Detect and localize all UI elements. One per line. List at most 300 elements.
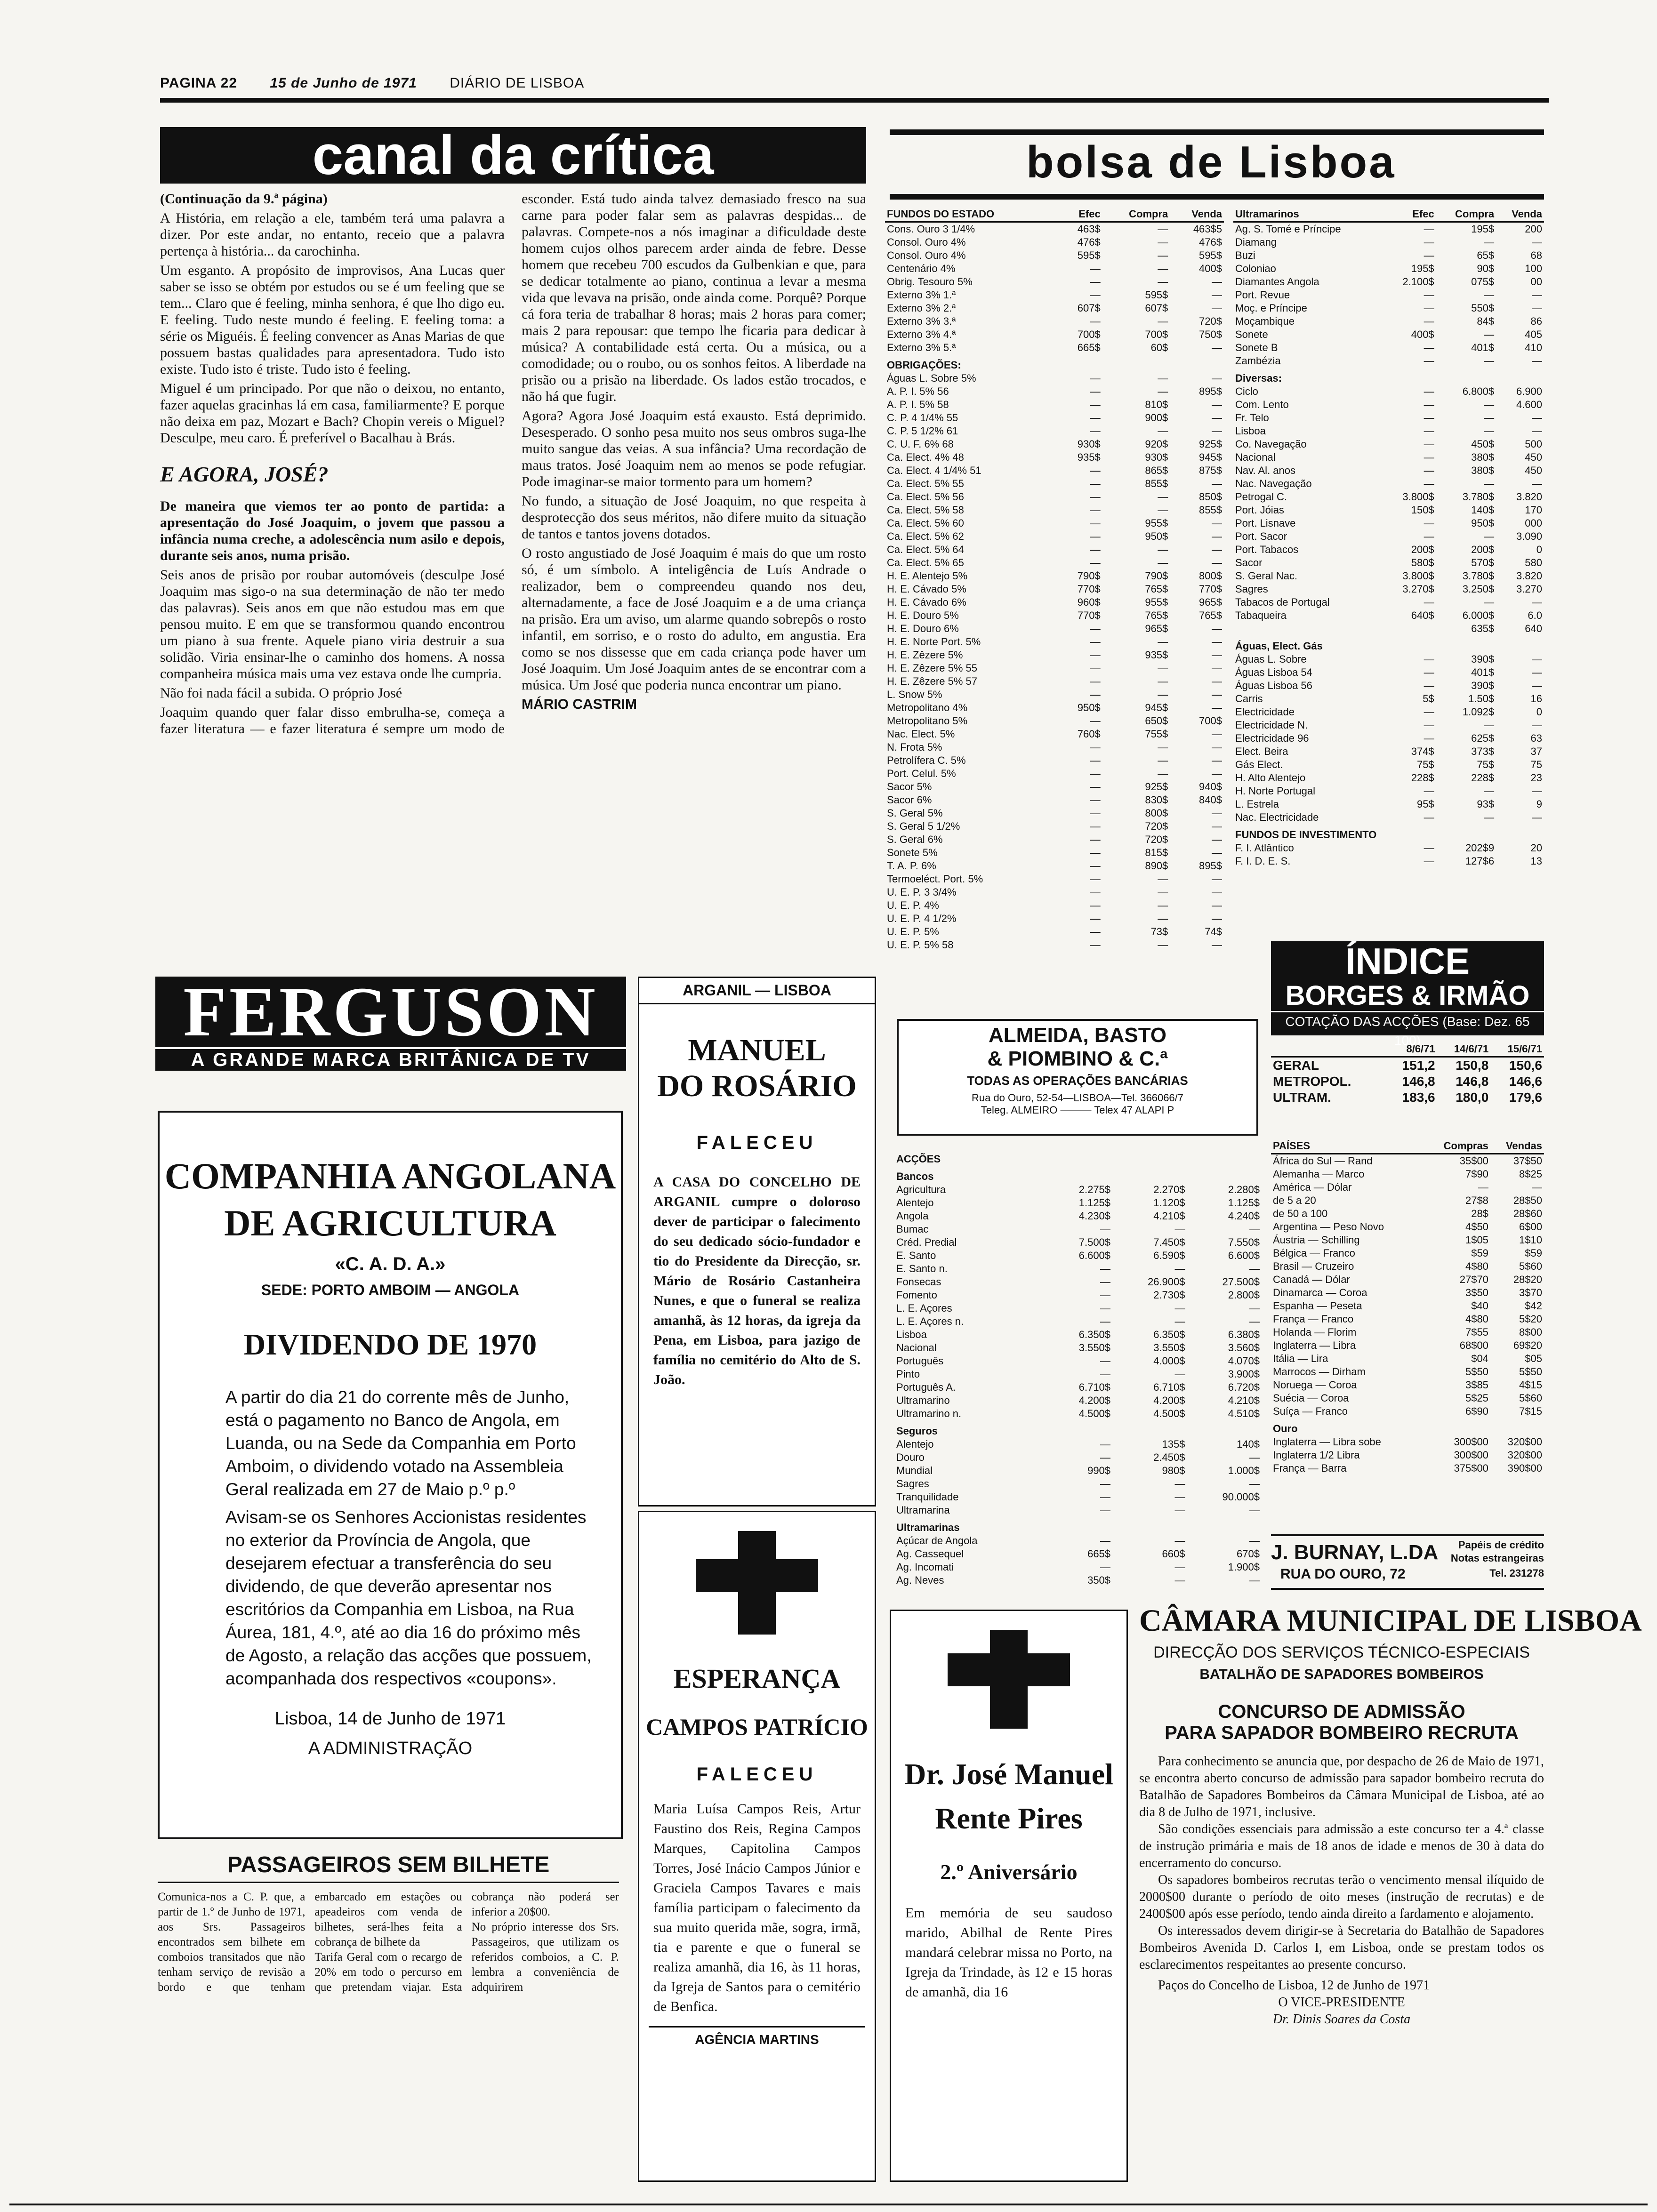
table-cell-value: 5$60 (1519, 1392, 1542, 1404)
table-cell-value: — (1100, 1355, 1111, 1367)
table-cell-value: — (1174, 1302, 1185, 1314)
table-cell-value: — (1090, 491, 1101, 503)
table-cell-label: H. E. Zêzere 5% (887, 649, 963, 661)
table-cell-value: — (1158, 636, 1168, 648)
table-cell-value: 700$ (1145, 329, 1168, 340)
table-row (885, 236, 1224, 249)
table-row (1233, 679, 1544, 692)
table-cell-value: — (1090, 315, 1101, 327)
table-row (885, 569, 1224, 583)
table-cell-value: $59 (1525, 1247, 1542, 1259)
table-row (885, 464, 1224, 477)
table-cell-value: — (1532, 666, 1542, 678)
table-row (885, 517, 1224, 530)
table-cell-value: 0 (1536, 706, 1542, 718)
table-cell-value: 765$ (1145, 583, 1168, 595)
rente-anniv: 2.º Aniversário (940, 1860, 1078, 1884)
table-cell-value: — (1158, 913, 1168, 924)
table-cell-value: — (1158, 276, 1168, 288)
table-row (1233, 842, 1544, 855)
table-cell-value: — (1532, 355, 1542, 367)
table-cell-value: — (1424, 451, 1434, 463)
table-cell-value: 373$ (1471, 745, 1495, 757)
table-cell-value: — (1174, 1223, 1185, 1235)
table-cell-label: Créd. Predial (896, 1236, 957, 1248)
table-cell-label: Moç. e Príncipe (1235, 302, 1307, 314)
table-cell-value: 476$ (1077, 236, 1101, 248)
table-row (885, 341, 1224, 354)
angolana-dividend: DIVIDENDO DE 1970 (243, 1328, 537, 1361)
table-cell-value: 720$ (1145, 820, 1168, 832)
critica-banner (160, 124, 866, 186)
table-cell-label: C. U. F. 6% 68 (887, 438, 954, 450)
table-cell-label: Fr. Telo (1235, 412, 1269, 424)
passageiros-paragraph: Tarifa Geral com o recargo de 20% em todo o percurso em que pretendam viajar. Esta cobrança não poderá ser inferior a 20$00. (314, 1891, 619, 1994)
table-cell-label: Electricidade 96 (1235, 732, 1309, 744)
table-cell-value: 2.280$ (1228, 1184, 1260, 1195)
table-cell-label: França — Franco (1273, 1313, 1354, 1325)
column-header: Venda (1170, 207, 1224, 222)
table-cell-value: 595$ (1077, 249, 1101, 261)
table-cell-label: Externo 3% 4.ª (887, 329, 956, 340)
table-cell-label: Obrig. Tesouro 5% (887, 276, 973, 288)
table-cell-value: 950$ (1077, 702, 1101, 713)
table-row (894, 1196, 1262, 1210)
table-cell-value: 4.200$ (1153, 1395, 1185, 1406)
table-cell-value: 68$00 (1459, 1339, 1488, 1351)
table-cell-value: — (1090, 412, 1101, 424)
table-cell-label: Moçambique (1235, 315, 1295, 327)
section-row (1233, 824, 1544, 842)
table-cell-value: 5$50 (1519, 1366, 1542, 1378)
table-row (1233, 556, 1544, 569)
table-cell-label: H. E. Zêzere 5% 57 (887, 675, 977, 687)
table-row (1271, 1378, 1544, 1392)
table-row (885, 873, 1224, 886)
almeida-teleg: Teleg. ALMEIRO ——— Telex 47 ALAPI P (981, 1104, 1174, 1116)
table-cell-value: — (1424, 855, 1434, 867)
table-row (1271, 1074, 1544, 1090)
table-cell-value: — (1424, 342, 1434, 353)
table-row (1233, 705, 1544, 719)
table-cell-value: — (1424, 517, 1434, 529)
table-cell-value: 4.210$ (1228, 1395, 1260, 1406)
table-cell-label: Sagres (896, 1478, 929, 1490)
table-cell-label: Elect. Beira (1235, 745, 1288, 757)
table-cell-value: — (1090, 649, 1101, 661)
table-cell-label: L. Snow 5% (887, 689, 942, 700)
table-cell-value: — (1424, 530, 1434, 542)
table-cell-label: Inglaterra — Libra sobe (1273, 1436, 1381, 1448)
table-row (894, 1328, 1262, 1341)
table-cell-value: 16 (1530, 693, 1542, 705)
table-cell-value: 000 (1525, 517, 1542, 529)
esperanca-agency: AGÊNCIA MARTINS (649, 2026, 865, 2047)
table-cell-label: Português A. (896, 1381, 956, 1393)
table-cell-value: 3.900$ (1228, 1368, 1260, 1380)
table-cell-value: 93$ (1477, 798, 1495, 810)
section-label: Seguros (896, 1425, 938, 1437)
table-cell-value: $04 (1471, 1353, 1488, 1364)
table-row (885, 385, 1224, 398)
table-cell-value: — (1532, 653, 1542, 665)
table-cell-value: 6.350$ (1078, 1329, 1111, 1340)
table-cell-value: 760$ (1077, 728, 1101, 740)
table-header-row (1271, 1139, 1544, 1154)
table-cell-value: 300$00 (1454, 1449, 1488, 1461)
table-row (894, 1341, 1262, 1354)
table-cell-value: 770$ (1077, 583, 1101, 595)
table-row (885, 289, 1224, 302)
column-header (1271, 1042, 1386, 1057)
table-cell-value: — (1424, 412, 1434, 424)
table-cell-label: Suécia — Coroa (1273, 1392, 1349, 1404)
table-cell-value: — (1484, 289, 1495, 301)
table-cell-label: H. Alto Alentejo (1235, 772, 1306, 784)
table-cell-value: 965$ (1199, 596, 1222, 608)
table-cell-value: — (1212, 899, 1222, 911)
table-cell-label: Ca. Elect. 5% 55 (887, 478, 964, 489)
table-cell-value: — (1532, 719, 1542, 731)
table-cell-value: — (1090, 465, 1101, 476)
table-cell-value: 401$ (1471, 666, 1495, 678)
table-cell-label: GERAL (1273, 1058, 1319, 1073)
table-cell-value: — (1484, 530, 1495, 542)
table-cell-label: Gás Elect. (1235, 759, 1283, 770)
table-cell-value: — (1158, 315, 1168, 327)
table-cell-value: 607$ (1145, 302, 1168, 314)
table-row (885, 596, 1224, 609)
table-cell-label: A. P. I. 5% 56 (887, 385, 949, 397)
table-cell-label: Electricidade N. (1235, 719, 1308, 731)
table-cell-value: 202$9 (1465, 842, 1495, 854)
table-cell-value: — (1212, 847, 1222, 858)
table-cell-value: — (1090, 899, 1101, 911)
table-cell-label: U. E. P. 5% 58 (887, 939, 954, 951)
table-cell-value: — (1532, 302, 1542, 314)
table-cell-label: Zambézia (1235, 355, 1281, 367)
section-label: ACÇÕES (896, 1153, 941, 1165)
table-cell-value: — (1090, 689, 1101, 700)
table-row (885, 315, 1224, 328)
table-cell-value: 73$ (1150, 926, 1168, 938)
table-cell-label: U. E. P. 4 1/2% (887, 913, 957, 924)
table-row (885, 741, 1224, 754)
table-cell-value: — (1532, 680, 1542, 691)
table-cell-value: 26.900$ (1147, 1276, 1185, 1288)
table-cell-value: 63 (1530, 732, 1542, 744)
table-row (1233, 609, 1544, 622)
table-row (885, 490, 1224, 504)
table-cell-value: — (1158, 768, 1168, 779)
table-row (885, 302, 1224, 315)
table-cell-value: 960$ (1077, 596, 1101, 608)
table-cell-value: 450 (1525, 451, 1542, 463)
table-cell-value: 1.125$ (1228, 1197, 1260, 1209)
bolsa-top-rule (890, 129, 1544, 135)
table-cell-label: Ca. Elect. 5% 64 (887, 544, 964, 555)
table-cell-value: — (1090, 926, 1101, 938)
table-cell-value: 3.780$ (1462, 491, 1495, 503)
arganil-name1: MANUEL (688, 1033, 826, 1067)
section-row (1233, 635, 1544, 653)
table-cell-value: — (1100, 1504, 1111, 1516)
table-row (885, 701, 1224, 714)
table-row (1233, 569, 1544, 583)
column-header: Efec (1386, 207, 1436, 222)
table-cell-value: — (1484, 236, 1495, 248)
camara-concurso: CONCURSO DE ADMISSÃO (1218, 1701, 1465, 1722)
table-cell-value: — (1249, 1504, 1260, 1516)
table-cell-value: 640 (1525, 623, 1542, 634)
table-header-row (1271, 1042, 1544, 1057)
table-cell-label: Port. Jóias (1235, 504, 1284, 516)
table-cell-value: 7.450$ (1153, 1236, 1185, 1248)
table-cell-value: — (1212, 425, 1222, 437)
page-number: PAGINA 22 (160, 75, 238, 91)
arganil-body: A CASA DO CONCELHO DE ARGANIL cumpre o doloroso dever de participar o falecimento do seu dedicado sócio-fundador e tio do Presidente da Direcção, sr. Mário de Rosário Castanheira Nunes, e que o funeral se realiza amanhã, às 12 horas, da igreja da Pena, em Lisboa, para jazigo de família no cemitério do Alto de S. João. (653, 1174, 861, 1387)
table-cell-value: 7$55 (1465, 1326, 1488, 1338)
table-cell-label (1233, 622, 1386, 635)
table-cell-value: 6.720$ (1228, 1381, 1260, 1393)
table-cell-label: Port. Revue (1235, 289, 1290, 301)
table-header-row (1233, 207, 1544, 222)
table-cell-label: Nacional (1235, 451, 1276, 463)
table-cell-value: 27$70 (1459, 1274, 1488, 1285)
table-cell-value: — (1424, 223, 1434, 235)
table-cell-value: 3$70 (1519, 1287, 1542, 1298)
table-cell-value: 179,6 (1509, 1090, 1542, 1105)
table-row (1233, 302, 1544, 315)
column-header: Efec (1060, 207, 1102, 222)
table-cell-label: H. E. Cávado 6% (887, 596, 966, 608)
table-cell-value: — (1478, 1181, 1488, 1193)
table-cell-value: 6.380$ (1228, 1329, 1260, 1340)
table-cell-label: T. A. P. 6% (887, 860, 936, 872)
table-cell-value: 200$ (1471, 544, 1495, 555)
table-cell-value: 1.092$ (1462, 706, 1495, 718)
burnay-name: J. BURNAY, L.DA (1271, 1541, 1439, 1564)
table-cell-label: Nac. Electricidade (1235, 811, 1319, 823)
camara-sign2: Dr. Dinis Soares da Costa (1272, 2012, 1411, 2027)
table-cell-value: — (1158, 873, 1168, 885)
table-row (885, 622, 1224, 635)
table-row (894, 1275, 1262, 1289)
table-cell-value: 800$ (1145, 807, 1168, 819)
table-cell-value: — (1249, 1478, 1260, 1490)
table-row (1271, 1313, 1544, 1326)
table-cell-value: — (1424, 355, 1434, 367)
table-cell-label: Alentejo (896, 1197, 934, 1209)
table-cell-value: 640$ (1411, 609, 1434, 621)
table-cell-value: — (1090, 794, 1101, 806)
table-cell-value: 400$ (1199, 263, 1222, 274)
table-cell-value: 27$8 (1465, 1194, 1488, 1206)
burnay-papeis: Papéis de crédito (1458, 1539, 1544, 1551)
table-cell-value: 955$ (1145, 596, 1168, 608)
table-cell-label: Douro (896, 1451, 925, 1463)
table-cell-value: 200$ (1411, 544, 1434, 555)
table-cell-value: 665$ (1087, 1548, 1111, 1560)
table-cell-value: — (1484, 355, 1495, 367)
table-cell-value: — (1212, 741, 1222, 753)
table-row (1271, 1234, 1544, 1247)
table-cell-value: 3.250$ (1462, 583, 1495, 595)
table-row (885, 899, 1224, 912)
table-row (1233, 811, 1544, 824)
table-cell-label: Tranquilidade (896, 1491, 959, 1503)
table-cell-value: 580 (1525, 557, 1542, 569)
table-cell-value: — (1158, 236, 1168, 248)
table-cell-label: Diamang (1235, 236, 1277, 248)
table-cell-label: Águas Lisboa 56 (1235, 680, 1312, 691)
section-label: OBRIGAÇÕES: (887, 359, 961, 371)
table-cell-value: — (1158, 939, 1168, 951)
critica-paragraph: No fundo, a situação de José Joaquim, no que respeita à desprotecção dos seus méritos, não difere muito da situação de tantos e tantos jovens dotados. (522, 493, 866, 542)
table-cell-value: 1$10 (1519, 1234, 1542, 1246)
column-header: 14/6/71 (1437, 1042, 1491, 1057)
table-cell-label: Sonete (1235, 329, 1268, 340)
esperanca-notice (638, 1511, 876, 2182)
table-cell-value: — (1174, 1315, 1185, 1327)
table-cell-value: 463$ (1077, 223, 1101, 235)
table-cell-value: 075$ (1471, 276, 1495, 288)
table-cell-label: A. P. I. 5% 58 (887, 399, 949, 410)
section-row (1271, 1418, 1544, 1435)
table-cell-value: — (1212, 689, 1222, 700)
page-header (160, 75, 612, 91)
table-row (894, 1464, 1262, 1477)
table-row (885, 609, 1224, 622)
ferguson-tagline: A GRANDE MARCA BRITÂNICA DE TV (155, 1047, 626, 1071)
table-cell-value: — (1484, 811, 1495, 823)
table-cell-value: — (1532, 1181, 1542, 1193)
table-row (1233, 249, 1544, 262)
table-cell-value: 195$ (1411, 263, 1434, 274)
table-cell-value: 300$00 (1454, 1436, 1488, 1448)
table-cell-value: 660$ (1162, 1548, 1185, 1560)
table-cell-label: Port. Tabacos (1235, 544, 1299, 555)
table-cell-value: 4.000$ (1153, 1355, 1185, 1367)
table-cell-value: — (1249, 1223, 1260, 1235)
table-cell-value: — (1090, 834, 1101, 845)
table-row (1233, 490, 1544, 504)
table-cell-value: 720$ (1199, 315, 1222, 327)
table-row (1271, 1405, 1544, 1418)
table-cell-label: Ag. Cassequel (896, 1548, 964, 1560)
table-cell-value: — (1532, 478, 1542, 489)
table-cell-value: — (1249, 1302, 1260, 1314)
table-cell-label: Fomento (896, 1289, 937, 1301)
angolana-sign: A ADMINISTRAÇÃO (308, 1739, 473, 1758)
table-row (1233, 236, 1544, 249)
table-row (1271, 1207, 1544, 1220)
table-cell-value: — (1174, 1561, 1185, 1573)
table-cell-value: 925$ (1145, 781, 1168, 793)
critica-paragraph: Seis anos de prisão por roubar automóveis (desculpe José Joaquim mas sigo-o na sua determinação de não ter medo das palavras). Seis anos em que não estudou mas em que pensou muito. E em que se transformou quando encontrou um piano à sua frente. Aquele piano viria destruir a sua solidão. Viria ensinar-lhe o caminho dos homens. A nossa companheira música mais uma vez estava onde lhe cumpria. (160, 567, 505, 681)
table-row (1233, 328, 1544, 341)
accoes-section (894, 1148, 1262, 1586)
indice-title: ÍNDICE (1345, 940, 1470, 982)
table-cell-value: 6.800$ (1462, 385, 1495, 397)
table-cell-value: 1.125$ (1078, 1197, 1111, 1209)
passageiros-paragraph: No próprio interesse dos Srs. Passageiros, que utilizam os referidos comboios, a C. P. lembra a conveniência de adquirirem (471, 1921, 619, 1994)
table-cell-value: 595$ (1199, 249, 1222, 261)
table-cell-value: — (1158, 886, 1168, 898)
table-cell-label: N. Frota 5% (887, 741, 942, 753)
table-cell-label: E. Santo n. (896, 1263, 948, 1274)
table-cell-label: Holanda — Florim (1273, 1326, 1357, 1338)
table-cell-value: 4.230$ (1078, 1210, 1111, 1222)
table-cell-value: — (1100, 1276, 1111, 1288)
table-cell-label: Externo 3% 3.ª (887, 315, 956, 327)
indice-box (1271, 941, 1544, 1125)
table-cell-value: — (1424, 811, 1434, 823)
table-cell-label: Ag. S. Tomé e Príncipe (1235, 223, 1341, 235)
table-cell-value: 925$ (1199, 438, 1222, 450)
table-cell-value: 2.100$ (1402, 276, 1434, 288)
burnay-notas: Notas estrangeiras (1450, 1552, 1544, 1564)
table-cell-value: — (1212, 675, 1222, 687)
angolana-line2: DE AGRICULTURA (224, 1202, 556, 1243)
table-row (1233, 385, 1544, 398)
table-cell-label: Ca. Elect. 5% 60 (887, 517, 964, 529)
table-cell-value: — (1212, 478, 1222, 489)
table-cell-value: — (1100, 1302, 1111, 1314)
table-cell-label: Com. Lento (1235, 399, 1289, 410)
table-cell-value: — (1100, 1315, 1111, 1327)
rente-name2: Rente Pires (935, 1802, 1083, 1835)
table-row (1271, 1435, 1544, 1449)
table-cell-value: 930$ (1077, 438, 1101, 450)
passageiros-section (158, 1852, 619, 2177)
table-cell-value: 3.780$ (1462, 570, 1495, 582)
table-cell-value: 790$ (1077, 570, 1101, 582)
table-row (885, 846, 1224, 859)
table-cell-label: Ca. Elect. 4 1/4% 51 (887, 465, 981, 476)
table-cell-label: U. E. P. 3 3/4% (887, 886, 957, 898)
table-cell-label: Canadá — Dólar (1273, 1274, 1350, 1285)
table-cell-label: Angola (896, 1210, 929, 1222)
column-header: Compras (1425, 1139, 1490, 1154)
table-row (1271, 1260, 1544, 1273)
footer-rule (9, 2204, 1648, 2205)
critica-paragraph: Não foi nada fácil a subida. O próprio José (160, 685, 402, 701)
table-cell-label: Ultramarino n. (896, 1408, 962, 1419)
table-cell-label: Externo 3% 2.ª (887, 302, 956, 314)
table-cell-value: 6$00 (1519, 1221, 1542, 1233)
table-cell-value: — (1174, 1368, 1185, 1380)
table-cell-value: 800$ (1199, 570, 1222, 582)
table-cell-label: Termoeléct. Port. 5% (887, 873, 983, 885)
angolana-body2: Avisam-se os Senhores Accionistas residentes no exterior da Província de Angola, que desejarem efectuar a transferência do seu dividendo, de que deverão apresentar nos escritórios da Companhia em Lisboa, na Rua Áurea, 181, 4.º, até ao dia 16 do próximo mês de Agosto, a relação das acções que possuem, acompanhada dos respectivos «coupons». (225, 1507, 592, 1688)
table-cell-value: 00 (1530, 276, 1542, 288)
table-cell-value: 65$ (1477, 249, 1495, 261)
table-cell-value: — (1484, 596, 1495, 608)
table-cell-label: Nac. Navegação (1235, 478, 1312, 489)
table-row (1233, 543, 1544, 556)
table-cell-label: Ag. Incomati (896, 1561, 954, 1573)
table-cell-label: Petrogal C. (1235, 491, 1287, 503)
table-row (885, 912, 1224, 925)
table-row (885, 925, 1224, 938)
table-cell-value: — (1174, 1263, 1185, 1274)
table-row (1271, 1365, 1544, 1378)
table-cell-value: 4.240$ (1228, 1210, 1260, 1222)
table-row (885, 543, 1224, 556)
table-cell-value: 13 (1530, 855, 1542, 867)
table-cell-value: 665$ (1077, 342, 1101, 353)
